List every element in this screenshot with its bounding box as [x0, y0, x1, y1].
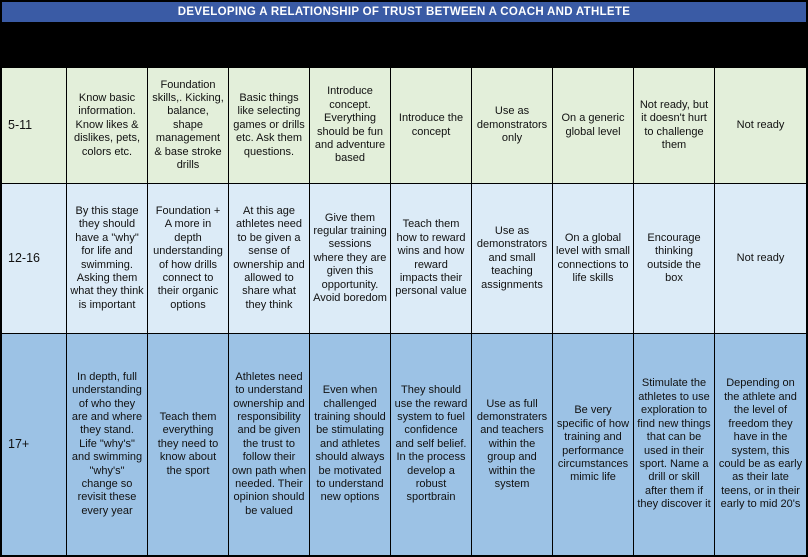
- table-title: DEVELOPING A RELATIONSHIP OF TRUST BETWEEN A COACH AND ATHLETE: [2, 2, 806, 22]
- table-cell: Introduce concept. Everything should be fun and adventure based: [310, 68, 390, 183]
- table-cell: Depending on the athlete and the level of freedom they have in the system, this could be as early as their late teens, or in their early to mid 20's: [715, 334, 806, 555]
- table-cell: Encourage thinking outside the box: [634, 184, 714, 333]
- table-cell: Athletes need to understand ownership and responsibility and be given the trust to follow their own path when needed. Their opinion should be valued: [229, 334, 309, 555]
- table-cell: Foundation skills,. Kicking, balance, shape management & base stroke drills: [148, 68, 228, 183]
- table-cell: Foundation + A more in depth understanding of how drills connect to their organic options: [148, 184, 228, 333]
- table-cell: By this stage they should have a "why" for life and swimming. Asking them what they think is important: [67, 184, 147, 333]
- table-cell: Teach them everything they need to know about the sport: [148, 334, 228, 555]
- age-cell-5-11: 5-11: [2, 68, 66, 183]
- table-cell: On a generic global level: [553, 68, 633, 183]
- table-cell: They should use the reward system to fuel confidence and self belief. In the process develop a robust sportbrain: [391, 334, 471, 555]
- table-cell: Give them regular training sessions where they are given this opportunity. Avoid boredom: [310, 184, 390, 333]
- table-cell: In depth, full understanding of who they are and where they stand. Life "why's" and swimming "why's" change so revisit these every year: [67, 334, 147, 555]
- table-cell: Use as demonstrators and small teaching assignments: [472, 184, 552, 333]
- age-cell-12-16: 12-16: [2, 184, 66, 333]
- table-cell: Stimulate the athletes to use exploration to find new things that can be used in their sport. Name a drill or skill after them if they discover it: [634, 334, 714, 555]
- table-cell: Not ready: [715, 68, 806, 183]
- table-cell: Not ready, but it doesn't hurt to challenge them: [634, 68, 714, 183]
- age-cell-17-plus: 17+: [2, 334, 66, 555]
- table-cell: Use as demonstrators only: [472, 68, 552, 183]
- table-cell: At this age athletes need to be given a sense of ownership and allowed to share what they think: [229, 184, 309, 333]
- table-cell: On a global level with small connections to life skills: [553, 184, 633, 333]
- table-cell: Teach them how to reward wins and how reward impacts their personal value: [391, 184, 471, 333]
- table-cell: Know basic information. Know likes & dislikes, pets, colors etc.: [67, 68, 147, 183]
- table-cell: Basic things like selecting games or drills etc. Ask them questions.: [229, 68, 309, 183]
- table-cell: Use as full demonstraters and teachers within the group and within the system: [472, 334, 552, 555]
- header-band: [2, 23, 806, 67]
- table-cell: Introduce the concept: [391, 68, 471, 183]
- table-cell: Be very specific of how training and performance circumstances mimic life: [553, 334, 633, 555]
- table-cell: Even when challenged training should be stimulating and athletes should always be motivated to understand new options: [310, 334, 390, 555]
- table-cell: Not ready: [715, 184, 806, 333]
